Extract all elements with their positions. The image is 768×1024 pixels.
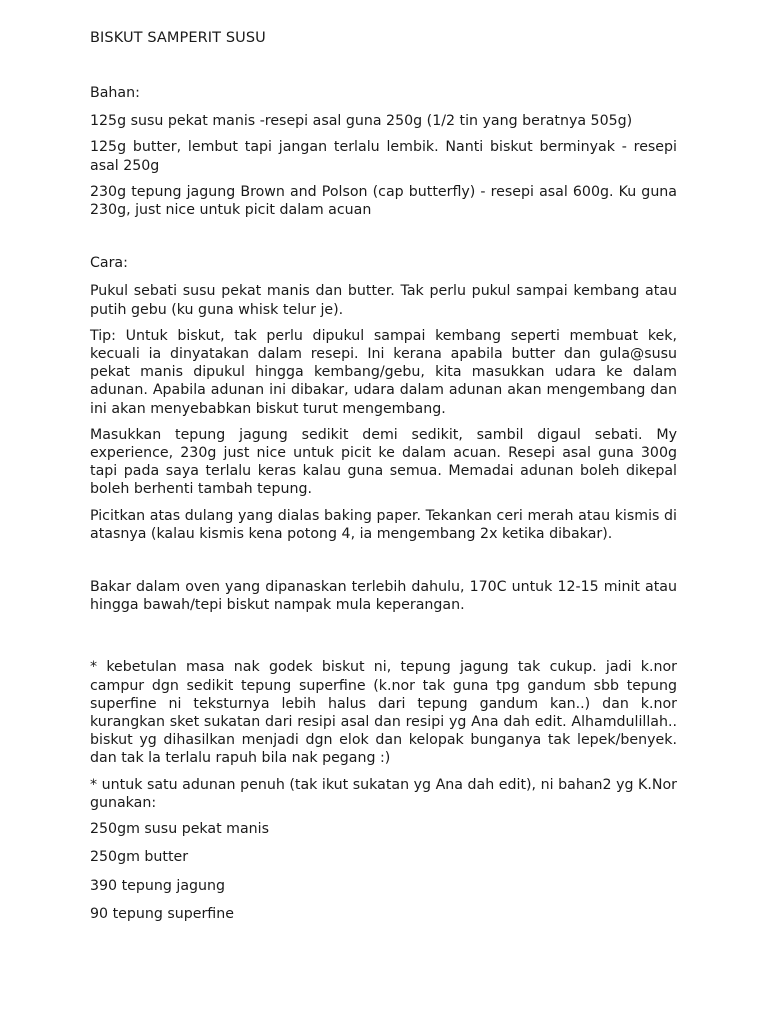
- knor-bahan-4: 90 tepung superfine: [90, 905, 234, 922]
- knor-bahan-3: 390 tepung jagung: [90, 877, 226, 894]
- cara-step-3: Picitkan atas dulang yang dialas baking paper. Tekankan ceri merah atau kismis di atasnya (kalau kismis kena potong 4, ia mengembang 2x ketika dibakar).: [90, 507, 677, 542]
- cara-heading: Cara:: [90, 255, 128, 272]
- note-knor-2: * untuk satu adunan penuh (tak ikut sukatan yg Ana dah edit), ni bahan2 yg K.Nor gunakan:: [90, 776, 677, 811]
- cara-step-1: Pukul sebati susu pekat manis dan butter. Tak perlu pukul sampai kembang atau putih gebu (ku guna whisk telur je).: [90, 283, 677, 318]
- document-page: [90, 29, 677, 933]
- bahan-item-1: 125g susu pekat manis -resepi asal guna 250g (1/2 tin yang beratnya 505g): [90, 113, 633, 130]
- bahan-item-2: 125g butter, lembut tapi jangan terlalu lembik. Nanti biskut berminyak - resepi asal 250g: [90, 139, 677, 174]
- bakar-step: Bakar dalam oven yang dipanaskan terlebih dahulu, 170C untuk 12-15 minit atau hingga bawah/tepi biskut nampak mula keperangan.: [90, 579, 677, 614]
- cara-step-2: Masukkan tepung jagung sedikit demi sedikit, sambil digaul sebati. My experience, 230g just nice untuk picit ke dalam acuan. Resepi asal guna 300g tapi pada saya terlalu keras kalau guna semua. Memadai adunan boleh dikepal boleh berhenti tambah tepung.: [90, 426, 677, 498]
- cara-tip: Tip: Untuk biskut, tak perlu dipukul sampai kembang seperti membuat kek, kecuali ia dinyatakan dalam resepi. Ini kerana apabila butter dan gula@susu pekat manis dipukul hingga kembang/gebu, kita masukkan udara ke dalam adunan. Apabila adunan ini dibakar, udara dalam adunan akan mengembang dan ini akan menyebabkan biskut turut mengembang.: [90, 327, 677, 417]
- knor-bahan-1: 250gm susu pekat manis: [90, 821, 269, 838]
- knor-bahan-2: 250gm butter: [90, 849, 189, 866]
- bahan-heading: Bahan:: [90, 85, 140, 101]
- bahan-item-3: 230g tepung jagung Brown and Polson (cap butterfly) - resepi asal 600g. Ku guna 230g, just nice untuk picit dalam acuan: [90, 183, 677, 219]
- note-knor-1: * kebetulan masa nak godek biskut ni, tepung jagung tak cukup. jadi k.nor campur dgn sedikit tepung superfine (k.nor tak guna tpg gandum sbb tepung superfine ni teksturnya lebih halus dari tepung gandum kan..) dan k.nor kurangkan sket sukatan dari resipi asal dan resipi yg Ana dah edit. Alhamdulillah.. biskut yg dihasilkan menjadi dgn elok dan kelopak bunganya tak lepek/benyek. dan tak la terlalu rapuh bila nak pegang :): [90, 659, 677, 767]
- recipe-title: BISKUT SAMPERIT SUSU: [90, 30, 266, 46]
